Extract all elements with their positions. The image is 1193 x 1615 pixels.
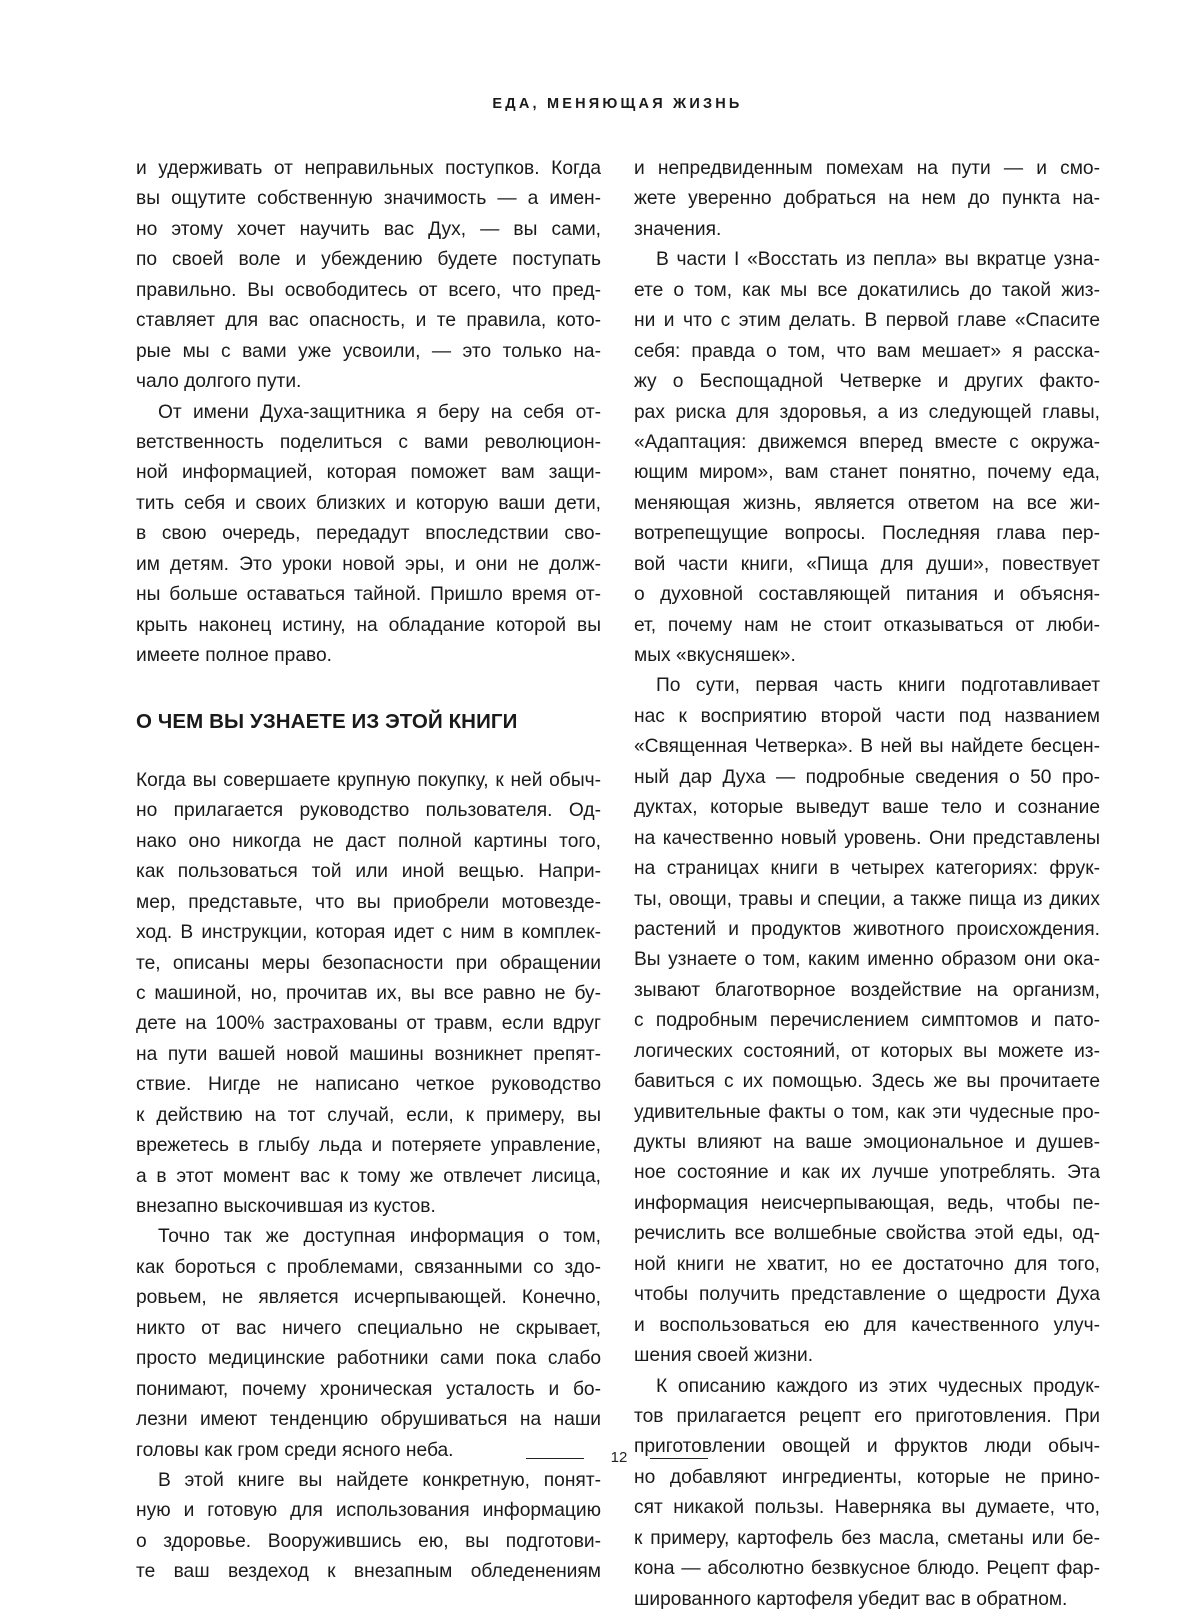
text-line: на пути вашей новой машины возникнет препят- bbox=[136, 1040, 601, 1070]
text-line: Точно так же доступная информация о том, bbox=[136, 1222, 601, 1252]
text-line: дукты влияют на ваше эмоциональное и душев- bbox=[634, 1128, 1100, 1158]
text-line: но этому хочет научить вас Дух, — вы сами, bbox=[136, 215, 601, 245]
paragraph bbox=[136, 1222, 601, 1466]
text-line: понимают, почему хроническая усталость и бо- bbox=[136, 1375, 601, 1405]
paragraph bbox=[136, 766, 601, 1223]
text-line: о духовной составляющей питания и объясня- bbox=[634, 580, 1100, 610]
text-line: ни и что с этим делать. В первой главе «Спасите bbox=[634, 306, 1100, 336]
text-line: с машиной, но, прочитав их, вы все равно не бу- bbox=[136, 979, 601, 1009]
text-line: те, описаны меры безопасности при обращении bbox=[136, 949, 601, 979]
text-line: вой части книги, «Пища для души», повествует bbox=[634, 550, 1100, 580]
paragraph bbox=[634, 154, 1100, 245]
text-line: «Адаптация: движемся вперед вместе с окружа- bbox=[634, 428, 1100, 458]
text-line: просто медицинские работники сами пока слабо bbox=[136, 1344, 601, 1374]
text-line: чтобы получить представление о щедрости Духа bbox=[634, 1280, 1100, 1310]
text-line: и удерживать от неправильных поступков. Когда bbox=[136, 154, 601, 184]
text-line: удивительные факты о том, как эти чудесные про- bbox=[634, 1098, 1100, 1128]
text-line: рах риска для здоровья, а из следующей главы, bbox=[634, 398, 1100, 428]
text-line: себя: правда о том, что вам мешает» я расска- bbox=[634, 337, 1100, 367]
paragraph bbox=[136, 398, 601, 672]
text-line: От имени Духа-защитника я беру на себя от- bbox=[136, 398, 601, 428]
text-line: ное состояние и как их лучше употреблять. Эта bbox=[634, 1158, 1100, 1188]
text-line: речислить все волшебные свойства этой еды, од- bbox=[634, 1219, 1100, 1249]
text-line: на качественно новый уровень. Они представлены bbox=[634, 824, 1100, 854]
text-line: сят никакой пользы. Наверняка вы думаете, что, bbox=[634, 1493, 1100, 1523]
paragraph bbox=[136, 154, 601, 398]
text-line: шения своей жизни. bbox=[634, 1341, 1100, 1371]
text-line: По сути, первая часть книги подготавливает bbox=[634, 671, 1100, 701]
text-line: меняющая жизнь, является ответом на все жи- bbox=[634, 489, 1100, 519]
text-line: в свою очередь, передадут впоследствии сво- bbox=[136, 519, 601, 549]
text-line: но прилагается руководство пользователя. Од- bbox=[136, 796, 601, 826]
text-line: внезапно выскочившая из кустов. bbox=[136, 1192, 601, 1222]
text-line: ющим миром», вам станет понятно, почему еда, bbox=[634, 458, 1100, 488]
page-footer bbox=[0, 1446, 1193, 1470]
text-line: значения. bbox=[634, 215, 1100, 245]
text-line: и непредвиденным помехам на пути — и смо- bbox=[634, 154, 1100, 184]
text-line: приготовлении овощей и фруктов люди обыч- bbox=[634, 1432, 1100, 1462]
section-heading: О ЧЕМ ВЫ УЗНАЕТЕ ИЗ ЭТОЙ КНИГИ bbox=[136, 707, 601, 737]
section-spacer bbox=[136, 738, 601, 766]
text-line: ете о том, как мы все докатились до такой жиз- bbox=[634, 276, 1100, 306]
text-line: ты, овощи, травы и специи, а также пища из диких bbox=[634, 885, 1100, 915]
text-line: вотрепещущие вопросы. Последняя глава пер- bbox=[634, 519, 1100, 549]
text-line: В этой книге вы найдете конкретную, понят- bbox=[136, 1466, 601, 1496]
text-line: ную и готовую для использования информацию bbox=[136, 1496, 601, 1526]
text-line: имеете полное право. bbox=[136, 641, 601, 671]
text-line: дете на 100% застрахованы от травм, если вдруг bbox=[136, 1009, 601, 1039]
text-line: ровьем, не является исчерпывающей. Конечно, bbox=[136, 1283, 601, 1313]
paragraph bbox=[634, 245, 1100, 671]
paragraph bbox=[634, 1372, 1100, 1615]
text-line: ствие. Нигде не написано четкое руководство bbox=[136, 1070, 601, 1100]
text-line: нас к восприятию второй части под названием bbox=[634, 702, 1100, 732]
footer-rule-right bbox=[650, 1458, 708, 1459]
text-line: к примеру, картофель без масла, сметаны или бе- bbox=[634, 1524, 1100, 1554]
text-line: с подробным перечислением симптомов и пато- bbox=[634, 1006, 1100, 1036]
text-line: рые мы с вами уже усвоили, — это только на- bbox=[136, 337, 601, 367]
text-line: кона — абсолютно безвкусное блюдо. Рецепт фар- bbox=[634, 1554, 1100, 1584]
text-line: жу о Беспощадной Четверке и других факто- bbox=[634, 367, 1100, 397]
text-line: ставляет для вас опасность, и те правила, кото- bbox=[136, 306, 601, 336]
text-line: растений и продуктов животного происхождения. bbox=[634, 915, 1100, 945]
text-line: никто от вас ничего специально не скрывает, bbox=[136, 1314, 601, 1344]
text-line: а в этот момент вас к тому же отвлечет лисица, bbox=[136, 1162, 601, 1192]
text-line: ны больше оставаться тайной. Пришло время от- bbox=[136, 580, 601, 610]
text-line: бавиться с их помощью. Здесь же вы прочитаете bbox=[634, 1067, 1100, 1097]
text-line: крыть наконец истину, на обладание которой вы bbox=[136, 611, 601, 641]
text-line: мер, представьте, что вы приобрели мотовезде- bbox=[136, 888, 601, 918]
text-line: шированного картофеля убедит вас в обратном. bbox=[634, 1585, 1100, 1615]
text-line: ет, почему нам не стоит отказываться от люби- bbox=[634, 611, 1100, 641]
text-line: те ваш вездеход к внезапным обледенениям bbox=[136, 1557, 601, 1587]
text-line: ветственность поделиться с вами революцион- bbox=[136, 428, 601, 458]
footer-rule-left bbox=[526, 1458, 584, 1459]
paragraph bbox=[136, 1466, 601, 1588]
paragraph bbox=[634, 671, 1100, 1371]
text-line: по своей воле и убеждению будете поступать bbox=[136, 245, 601, 275]
text-line: лезни имеют тенденцию обрушиваться на наши bbox=[136, 1405, 601, 1435]
text-line: мых «вкусняшек». bbox=[634, 641, 1100, 671]
text-line: но добавляют ингредиенты, которые не прино- bbox=[634, 1463, 1100, 1493]
text-line: ной информацией, которая поможет вам защи- bbox=[136, 458, 601, 488]
text-line: «Священная Четверка». В ней вы найдете бесцен- bbox=[634, 732, 1100, 762]
text-line: зывают благотворное воздействие на организм, bbox=[634, 976, 1100, 1006]
running-head: ЕДА, МЕНЯЮЩАЯ ЖИЗНЬ bbox=[0, 96, 1193, 112]
text-line: головы как гром среди ясного неба. bbox=[136, 1436, 601, 1466]
text-line: чало долгого пути. bbox=[136, 367, 601, 397]
text-line: врежетесь в глыбу льда и потеряете управление, bbox=[136, 1131, 601, 1161]
text-line: правильно. Вы освободитесь от всего, что пред- bbox=[136, 276, 601, 306]
text-line: вы ощутите собственную значимость — а имен- bbox=[136, 184, 601, 214]
section-spacer bbox=[136, 671, 601, 707]
text-line: логических состояний, от которых вы можете из- bbox=[634, 1037, 1100, 1067]
text-line: им детям. Это уроки новой эры, и они не долж- bbox=[136, 550, 601, 580]
text-line: ной книги не хватит, но ее достаточно для того, bbox=[634, 1250, 1100, 1280]
left-column bbox=[136, 154, 601, 1588]
text-line: к действию на тот случай, если, к примеру, вы bbox=[136, 1101, 601, 1131]
text-line: ный дар Духа — подробные сведения о 50 про- bbox=[634, 763, 1100, 793]
text-line: о здоровье. Вооружившись ею, вы подготови- bbox=[136, 1527, 601, 1557]
text-line: В части I «Восстать из пепла» вы вкратце узна- bbox=[634, 245, 1100, 275]
text-line: на страницах книги в четырех категориях: фрук- bbox=[634, 854, 1100, 884]
text-line: как бороться с проблемами, связанными со здо- bbox=[136, 1253, 601, 1283]
text-line: нако оно никогда не даст полной картины того, bbox=[136, 827, 601, 857]
text-line: дуктах, которые выведут ваше тело и сознание bbox=[634, 793, 1100, 823]
text-line: информация неисчерпывающая, ведь, чтобы пе- bbox=[634, 1189, 1100, 1219]
text-line: тов прилагается рецепт его приготовления. При bbox=[634, 1402, 1100, 1432]
page-number: 12 bbox=[600, 1446, 638, 1470]
text-line: как пользоваться той или иной вещью. Напри- bbox=[136, 857, 601, 887]
right-column bbox=[634, 154, 1100, 1615]
text-line: К описанию каждого из этих чудесных продук- bbox=[634, 1372, 1100, 1402]
text-line: Вы узнаете о том, каким именно образом они ока- bbox=[634, 945, 1100, 975]
text-line: тить себя и своих близких и которую ваши дети, bbox=[136, 489, 601, 519]
text-line: ход. В инструкции, которая идет с ним в комплек- bbox=[136, 918, 601, 948]
text-line: и воспользоваться ею для качественного улуч- bbox=[634, 1311, 1100, 1341]
text-line: Когда вы совершаете крупную покупку, к ней обыч- bbox=[136, 766, 601, 796]
text-line: жете уверенно добраться на нем до пункта на- bbox=[634, 184, 1100, 214]
